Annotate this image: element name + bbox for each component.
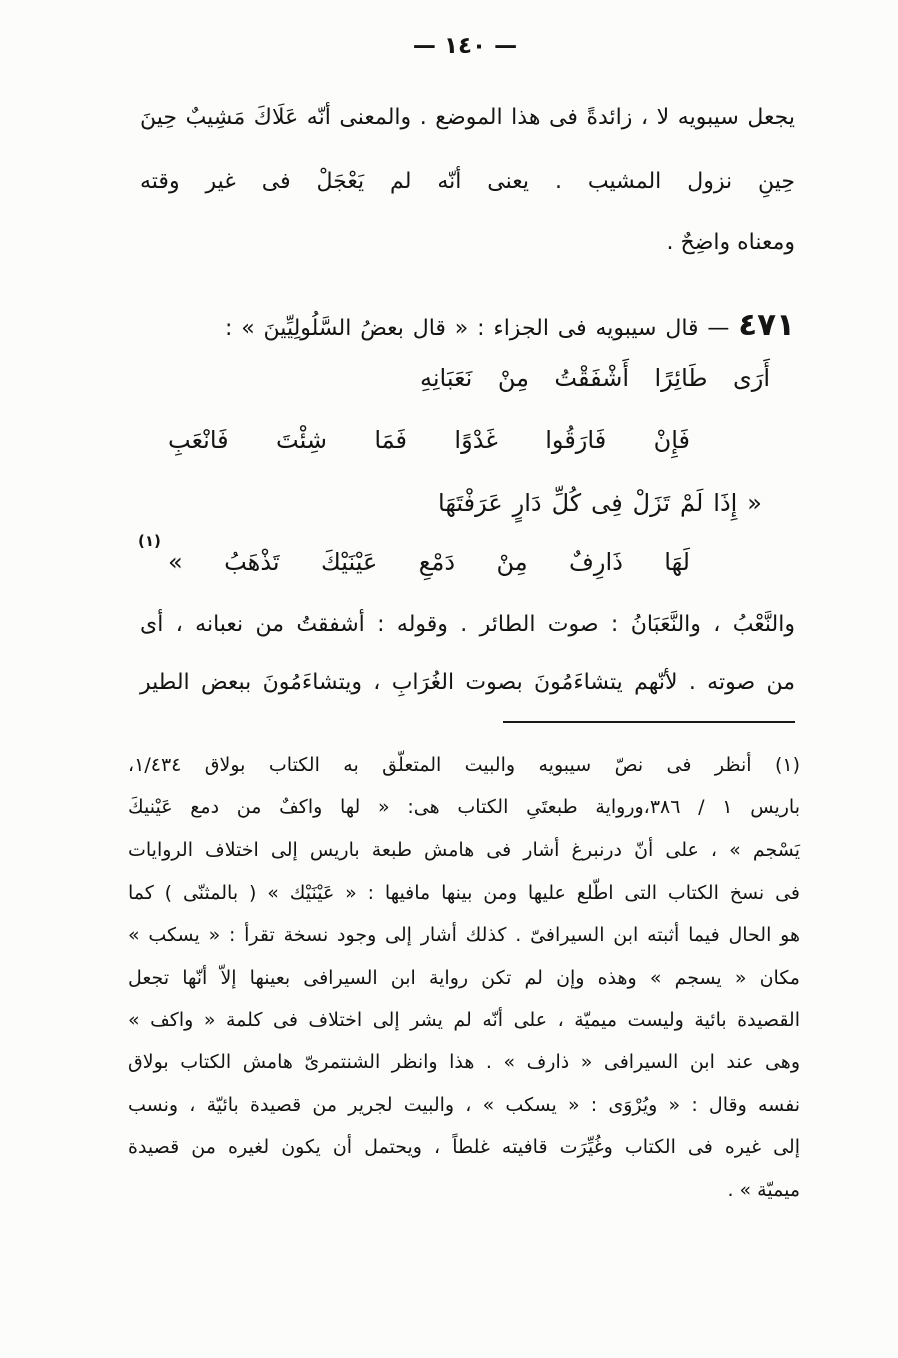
- footnote-line: مكان « يسجم » وهذه وإن لم تكن رواية ابن السيرافى بعينها إلاّ أنّها تجعل: [128, 967, 800, 989]
- footnote-line: القصيدة بائية وليست ميميّة ، على أنّه لم يشر إلى اختلاف فى كلمة « واكف »: [128, 1009, 800, 1031]
- footnote-line: هو الحال فيما أثبته ابن السيرافىّ . كذلك أشار إلى وجود نسخة تقرأ : « يسكب »: [128, 924, 800, 946]
- commentary-line: من صوته . لأنّهم يتشاءَمُونَ بصوت الغُرَابِ ، ويتشاءَمُونَ ببعض الطير: [140, 670, 795, 695]
- footnote-marker: (١): [138, 532, 161, 550]
- verse-hemistich: فَإِنْ فَارَقُوا غَدْوًا فَمَا شِئْتَ فَانْعَبِ: [168, 426, 690, 454]
- verse-hemistich: لَهَا ذَارِفٌ مِنْ دَمْعِ عَيْنَيْكَ تَذْهَبُ »: [168, 548, 690, 576]
- footnote-line: ميميّة » .: [727, 1179, 800, 1201]
- footnote-divider: [503, 721, 795, 723]
- verse-hemistich: « إِذَا لَمْ تَزَلْ فِى كُلِّ دَارٍ عَرَفْتَهَا: [438, 489, 762, 517]
- verse-hemistich: أَرَى طَائِرًا أَشْفَقْتُ مِنْ نَعَبَانِهِ: [420, 364, 770, 392]
- footnote-line: يَسْجم » ، على أنّ درنبرغ أشار فى هامش طبعة باريس إلى اختلاف الروايات: [128, 839, 800, 861]
- commentary-line: حِينِ نزول المشيب . يعنى أنّه لم يَعْجَلْ فى غير وقته: [140, 169, 795, 194]
- footnote-line: إلى غيره فى الكتاب وغُيِّرَت قافيته غلطاً ، ويحتمل أن يكون لغيره من قصيدة: [128, 1136, 800, 1158]
- footnote-line: (١) أنظر فى نصّ سيبويه والبيت المتعلّق به الكتاب بولاق ١/٤٣٤،: [128, 754, 800, 776]
- entry-heading-text: — قال سيبويه فى الجزاء : « قال بعضُ السَّلُولِيِّينَ » :: [225, 316, 730, 341]
- footnote-line: وهى عند ابن السيرافى « ذارف » . هذا وانظر الشنتمرىّ هامش الكتاب بولاق: [128, 1051, 800, 1073]
- footnote-line: باريس ١ / ٣٨٦،ورواية طبعتَىِ الكتاب هى: « لها واكفٌ من دمع عَيْنيكَ: [128, 796, 801, 818]
- commentary-line: ومعناه واضِحٌ .: [666, 230, 795, 255]
- commentary-line: والنَّعْبُ ، والنَّعَبَانُ : صوت الطائر . وقوله : أشفقتُ من نعبانه ، أى: [140, 612, 795, 637]
- entry-heading: [225, 302, 795, 348]
- footnote-line: فى نسخ الكتاب التى اطّلع عليها ومن بينها مافيها : « عَيْنَيْك » ( بالمثنّى ) كما: [128, 882, 800, 904]
- commentary-line: يجعل سيبويه لا ، زائدةً فى هذا الموضع . والمعنى أنّه عَلَاكَ مَشِيبٌ حِينَ: [140, 105, 795, 130]
- page-number: — ١٤٠ —: [412, 33, 518, 59]
- entry-number: ٤٧١: [738, 307, 795, 343]
- footnote-line: نفسه وقال : « ويُرْوَى : « يسكب » ، والبيت لجرير من قصيدة بائيّة ، ونسب: [128, 1094, 800, 1116]
